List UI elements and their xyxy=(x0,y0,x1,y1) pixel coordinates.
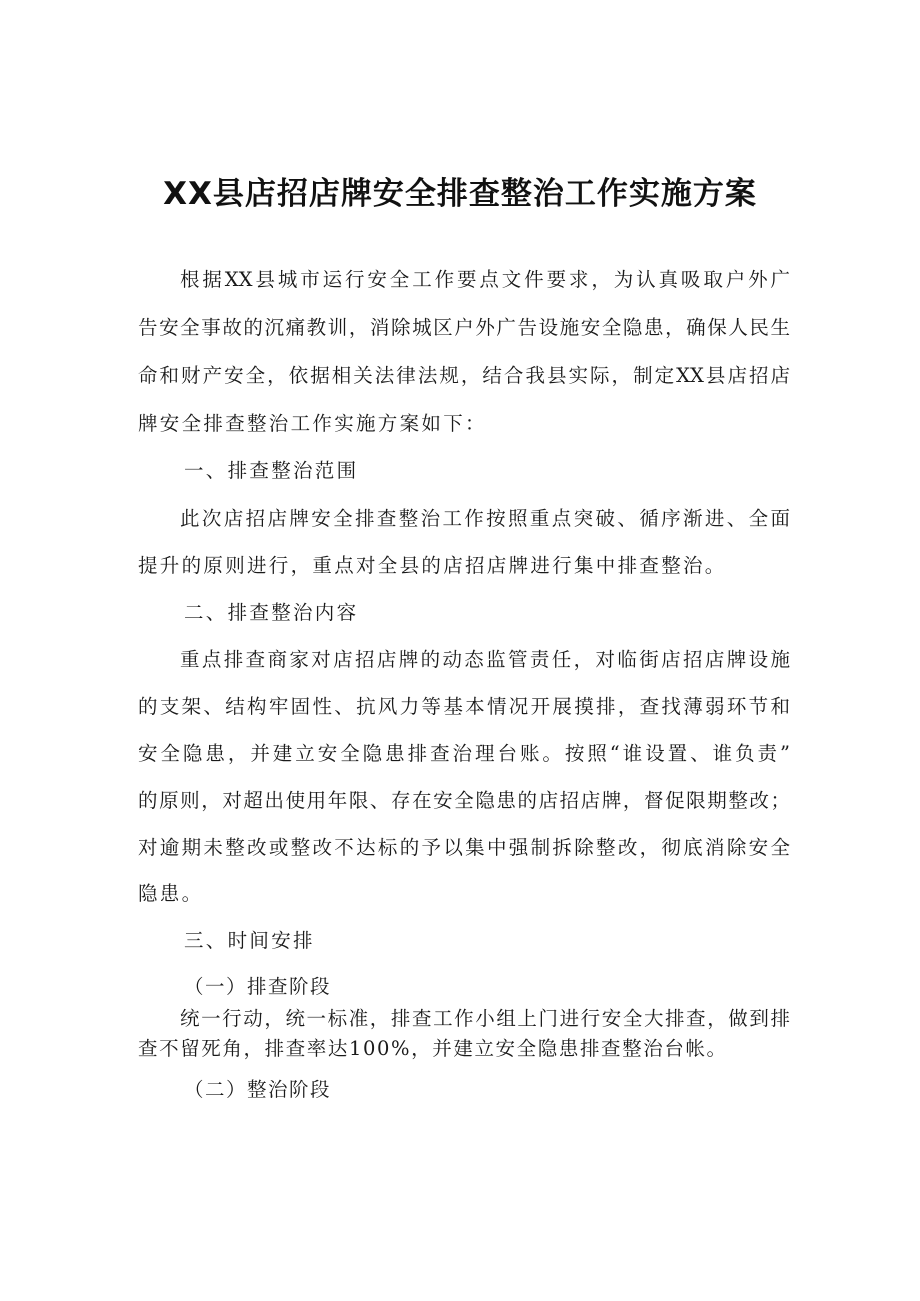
paragraph-line: 的支架、结构牢固性、抗风力等基本情况开展摸排，查找薄弱环节和 xyxy=(138,695,790,718)
paragraph-line: 统一行动，统一标准，排查工作小组上门进行安全大排查，做到排 xyxy=(180,1007,790,1030)
document-title: XX县店招店牌安全排查整治工作实施方案 xyxy=(163,176,757,212)
paragraph-line: 查不留死角，排查率达100%，并建立安全隐患排查整治台帐。 xyxy=(138,1037,728,1060)
section-heading: 一、排查整治范围 xyxy=(184,459,359,482)
section-heading: 二、排查整治内容 xyxy=(184,601,359,624)
section-heading: 三、时间安排 xyxy=(184,929,315,952)
paragraph-line: 的原则，对超出使用年限、存在安全隐患的店招店牌，督促限期整改； xyxy=(138,789,790,812)
subsection-heading: （一）排查阶段 xyxy=(184,975,332,998)
paragraph-line: 重点排查商家对店招店牌的动态监管责任，对临街店招店牌设施 xyxy=(180,648,790,671)
paragraph-line: 对逾期未整改或整改不达标的予以集中强制拆除整改，彻底消除安全 xyxy=(138,836,790,859)
paragraph-line: 提升的原则进行，重点对全县的店招店牌进行集中排查整治。 xyxy=(138,554,727,577)
paragraph-line: 告安全事故的沉痛教训，消除城区户外广告设施安全隐患，确保人民生 xyxy=(138,316,790,339)
paragraph-line: 安全隐患，并建立安全隐患排查治理台账。按照“谁设置、谁负责” xyxy=(138,742,790,765)
paragraph-line: 命和财产安全，依据相关法律法规，结合我县实际，制定XX县店招店 xyxy=(138,364,790,387)
paragraph-line: 牌安全排查整治工作实施方案如下： xyxy=(138,412,487,435)
subsection-heading: （二）整治阶段 xyxy=(184,1078,332,1101)
paragraph-line: 此次店招店牌安全排查整治工作按照重点突破、循序渐进、全面 xyxy=(180,507,790,530)
paragraph-line: 隐患。 xyxy=(138,882,204,905)
paragraph-line: 根据XX县城市运行安全工作要点文件要求，为认真吸取户外广 xyxy=(180,268,790,291)
